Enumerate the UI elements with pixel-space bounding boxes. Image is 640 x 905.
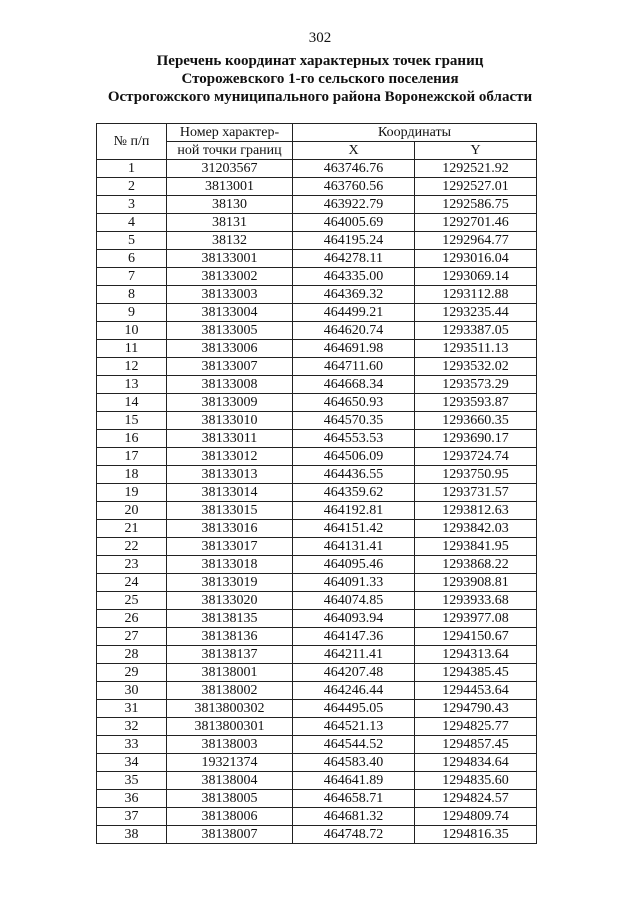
table-row (97, 196, 537, 214)
cell-number: 7 (97, 268, 167, 286)
table-row (97, 556, 537, 574)
cell-x: 463746.76 (293, 160, 415, 178)
cell-y: 1294835.60 (415, 772, 537, 790)
cell-number: 29 (97, 664, 167, 682)
cell-number: 32 (97, 718, 167, 736)
cell-x: 464278.11 (293, 250, 415, 268)
cell-y: 1293593.87 (415, 394, 537, 412)
cell-number: 3 (97, 196, 167, 214)
table-row (97, 502, 537, 520)
cell-y: 1294790.43 (415, 700, 537, 718)
table-row (97, 286, 537, 304)
cell-number: 34 (97, 754, 167, 772)
cell-point-id: 38138136 (167, 628, 293, 646)
header-number: № п/п (97, 124, 167, 160)
cell-number: 22 (97, 538, 167, 556)
cell-y: 1293868.22 (415, 556, 537, 574)
table-row (97, 736, 537, 754)
cell-point-id: 38138004 (167, 772, 293, 790)
cell-point-id: 38133016 (167, 520, 293, 538)
cell-y: 1293690.17 (415, 430, 537, 448)
cell-y: 1293841.95 (415, 538, 537, 556)
cell-x: 464544.52 (293, 736, 415, 754)
cell-y: 1293016.04 (415, 250, 537, 268)
cell-number: 5 (97, 232, 167, 250)
page-number: 302 (308, 30, 332, 46)
cell-y: 1292527.01 (415, 178, 537, 196)
table-row (97, 772, 537, 790)
cell-point-id: 38133017 (167, 538, 293, 556)
cell-y: 1292701.46 (415, 214, 537, 232)
cell-x: 464436.55 (293, 466, 415, 484)
cell-number: 12 (97, 358, 167, 376)
header-point-number: Номер характер- (167, 124, 293, 142)
cell-y: 1293532.02 (415, 358, 537, 376)
table-row (97, 664, 537, 682)
cell-y: 1292586.75 (415, 196, 537, 214)
cell-y: 1294809.74 (415, 808, 537, 826)
cell-point-id: 38138003 (167, 736, 293, 754)
cell-y: 1294313.64 (415, 646, 537, 664)
cell-point-id: 3813001 (167, 178, 293, 196)
table-row (97, 520, 537, 538)
cell-point-id: 38133004 (167, 304, 293, 322)
cell-point-id: 38133013 (167, 466, 293, 484)
cell-number: 1 (97, 160, 167, 178)
table-body (97, 160, 537, 844)
cell-y: 1293069.14 (415, 268, 537, 286)
cell-point-id: 38133007 (167, 358, 293, 376)
title-line: Сторожевского 1-го сельского поселения (181, 71, 459, 87)
cell-x: 464335.00 (293, 268, 415, 286)
cell-x: 464195.24 (293, 232, 415, 250)
table-row (97, 610, 537, 628)
cell-x: 464620.74 (293, 322, 415, 340)
cell-point-id: 38132 (167, 232, 293, 250)
header-coordinates: Координаты (293, 124, 537, 142)
cell-x: 464583.40 (293, 754, 415, 772)
cell-point-id: 38138001 (167, 664, 293, 682)
cell-y: 1294825.77 (415, 718, 537, 736)
cell-y: 1294385.45 (415, 664, 537, 682)
cell-number: 25 (97, 592, 167, 610)
header-y: Y (415, 142, 537, 160)
cell-point-id: 31203567 (167, 160, 293, 178)
cell-x: 464246.44 (293, 682, 415, 700)
coordinates-table (96, 123, 537, 844)
cell-x: 464658.71 (293, 790, 415, 808)
table-row (97, 358, 537, 376)
cell-y: 1293977.08 (415, 610, 537, 628)
table-row (97, 322, 537, 340)
cell-number: 18 (97, 466, 167, 484)
cell-point-id: 38133019 (167, 574, 293, 592)
table-row (97, 538, 537, 556)
table-row (97, 394, 537, 412)
cell-number: 15 (97, 412, 167, 430)
cell-y: 1293387.05 (415, 322, 537, 340)
cell-y: 1293112.88 (415, 286, 537, 304)
cell-number: 17 (97, 448, 167, 466)
table-row (97, 466, 537, 484)
table-row (97, 376, 537, 394)
cell-y: 1294824.57 (415, 790, 537, 808)
cell-x: 464668.34 (293, 376, 415, 394)
cell-number: 33 (97, 736, 167, 754)
cell-y: 1293842.03 (415, 520, 537, 538)
cell-x: 464641.89 (293, 772, 415, 790)
cell-point-id: 38133001 (167, 250, 293, 268)
table-row (97, 448, 537, 466)
table-row (97, 628, 537, 646)
cell-number: 16 (97, 430, 167, 448)
cell-point-id: 38133010 (167, 412, 293, 430)
cell-point-id: 38138002 (167, 682, 293, 700)
cell-x: 464650.93 (293, 394, 415, 412)
table-row (97, 826, 537, 844)
cell-y: 1292521.92 (415, 160, 537, 178)
cell-y: 1293731.57 (415, 484, 537, 502)
table-header (97, 124, 537, 160)
cell-number: 11 (97, 340, 167, 358)
cell-point-id: 38130 (167, 196, 293, 214)
cell-y: 1293235.44 (415, 304, 537, 322)
cell-y: 1293660.35 (415, 412, 537, 430)
cell-x: 464151.42 (293, 520, 415, 538)
cell-x: 464495.05 (293, 700, 415, 718)
cell-y: 1294816.35 (415, 826, 537, 844)
cell-x: 464207.48 (293, 664, 415, 682)
cell-point-id: 38133014 (167, 484, 293, 502)
cell-point-id: 38133009 (167, 394, 293, 412)
cell-y: 1292964.77 (415, 232, 537, 250)
table-row (97, 808, 537, 826)
cell-x: 464211.41 (293, 646, 415, 664)
cell-point-id: 38138137 (167, 646, 293, 664)
cell-y: 1293724.74 (415, 448, 537, 466)
cell-y: 1294453.64 (415, 682, 537, 700)
table-row (97, 304, 537, 322)
cell-x: 464681.32 (293, 808, 415, 826)
cell-x: 464553.53 (293, 430, 415, 448)
cell-number: 35 (97, 772, 167, 790)
cell-x: 464521.13 (293, 718, 415, 736)
table-row (97, 574, 537, 592)
cell-y: 1293908.81 (415, 574, 537, 592)
cell-point-id: 38138006 (167, 808, 293, 826)
cell-x: 464691.98 (293, 340, 415, 358)
cell-point-id: 38133005 (167, 322, 293, 340)
cell-number: 14 (97, 394, 167, 412)
table-row (97, 232, 537, 250)
cell-point-id: 38133008 (167, 376, 293, 394)
cell-x: 464711.60 (293, 358, 415, 376)
cell-x: 464095.46 (293, 556, 415, 574)
table-row (97, 250, 537, 268)
cell-number: 24 (97, 574, 167, 592)
table-row (97, 340, 537, 358)
cell-x: 464093.94 (293, 610, 415, 628)
cell-x: 464506.09 (293, 448, 415, 466)
cell-point-id: 19321374 (167, 754, 293, 772)
cell-point-id: 38133015 (167, 502, 293, 520)
cell-point-id: 38133002 (167, 268, 293, 286)
cell-point-id: 3813800301 (167, 718, 293, 736)
table-row (97, 430, 537, 448)
cell-x: 464005.69 (293, 214, 415, 232)
cell-point-id: 38133018 (167, 556, 293, 574)
cell-number: 20 (97, 502, 167, 520)
cell-point-id: 38133006 (167, 340, 293, 358)
cell-y: 1294834.64 (415, 754, 537, 772)
cell-number: 26 (97, 610, 167, 628)
cell-y: 1293511.13 (415, 340, 537, 358)
table-row (97, 268, 537, 286)
cell-point-id: 38138007 (167, 826, 293, 844)
cell-number: 4 (97, 214, 167, 232)
table-row (97, 682, 537, 700)
cell-x: 464147.36 (293, 628, 415, 646)
cell-point-id: 38131 (167, 214, 293, 232)
cell-number: 31 (97, 700, 167, 718)
header-point-number-cont: ной точки границ (167, 142, 293, 160)
table-row (97, 214, 537, 232)
cell-number: 38 (97, 826, 167, 844)
cell-number: 13 (97, 376, 167, 394)
cell-number: 36 (97, 790, 167, 808)
cell-number: 27 (97, 628, 167, 646)
cell-x: 464131.41 (293, 538, 415, 556)
cell-x: 463922.79 (293, 196, 415, 214)
title-line: Острогожского муниципального района Воронежской области (107, 89, 533, 105)
cell-x: 463760.56 (293, 178, 415, 196)
cell-x: 464359.62 (293, 484, 415, 502)
cell-y: 1294150.67 (415, 628, 537, 646)
cell-y: 1293573.29 (415, 376, 537, 394)
cell-point-id: 38133011 (167, 430, 293, 448)
cell-x: 464074.85 (293, 592, 415, 610)
cell-y: 1294857.45 (415, 736, 537, 754)
cell-number: 28 (97, 646, 167, 664)
table-row (97, 160, 537, 178)
cell-x: 464570.35 (293, 412, 415, 430)
cell-x: 464192.81 (293, 502, 415, 520)
cell-y: 1293750.95 (415, 466, 537, 484)
cell-point-id: 38133012 (167, 448, 293, 466)
cell-x: 464091.33 (293, 574, 415, 592)
cell-number: 23 (97, 556, 167, 574)
table-row (97, 754, 537, 772)
cell-number: 21 (97, 520, 167, 538)
cell-point-id: 3813800302 (167, 700, 293, 718)
cell-number: 9 (97, 304, 167, 322)
cell-point-id: 38133003 (167, 286, 293, 304)
table-row (97, 646, 537, 664)
title-line: Перечень координат характерных точек границ (156, 53, 484, 69)
cell-x: 464748.72 (293, 826, 415, 844)
cell-number: 2 (97, 178, 167, 196)
cell-point-id: 38138005 (167, 790, 293, 808)
cell-y: 1293933.68 (415, 592, 537, 610)
cell-x: 464369.32 (293, 286, 415, 304)
table-row (97, 484, 537, 502)
cell-number: 8 (97, 286, 167, 304)
cell-number: 10 (97, 322, 167, 340)
cell-number: 6 (97, 250, 167, 268)
cell-number: 19 (97, 484, 167, 502)
table-row (97, 700, 537, 718)
table-row (97, 718, 537, 736)
table-row (97, 790, 537, 808)
table-row (97, 592, 537, 610)
cell-number: 30 (97, 682, 167, 700)
cell-number: 37 (97, 808, 167, 826)
table-row (97, 178, 537, 196)
cell-point-id: 38138135 (167, 610, 293, 628)
cell-x: 464499.21 (293, 304, 415, 322)
table-row (97, 412, 537, 430)
cell-point-id: 38133020 (167, 592, 293, 610)
document-title (0, 52, 640, 106)
cell-y: 1293812.63 (415, 502, 537, 520)
header-x: X (293, 142, 415, 160)
